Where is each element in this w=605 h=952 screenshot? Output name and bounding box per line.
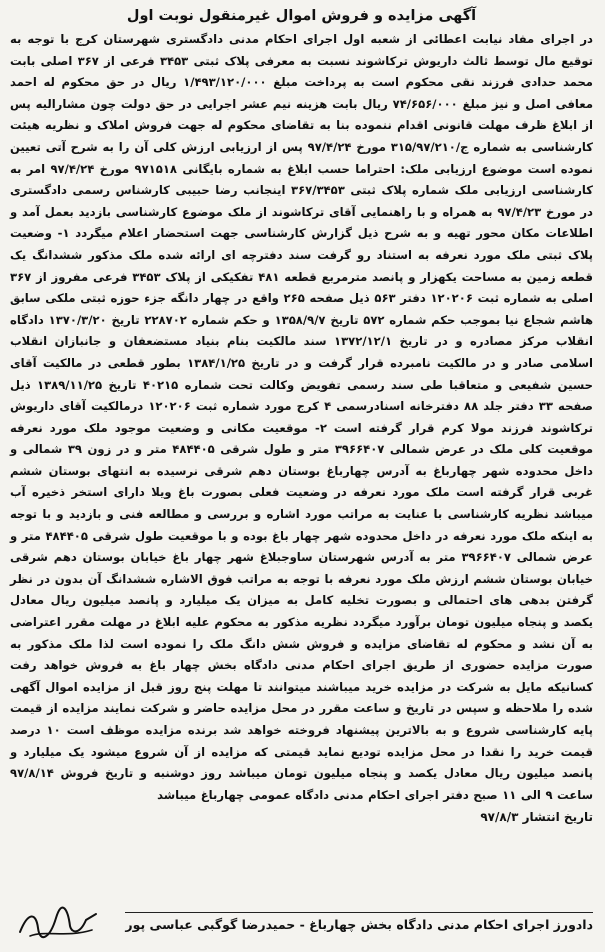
notice-footer bbox=[12, 904, 593, 942]
signer-line: دادورز اجرای احکام مدنی دادگاه بخش چهارباغ - حمیدرضا گوگبی عباسی پور bbox=[125, 912, 593, 935]
notice-title: آگهی مزایده و فروش اموال غیرمنقول نوبت اول bbox=[126, 8, 477, 24]
publish-date: تاریخ انتشار ۹۷/۸/۳ bbox=[480, 810, 593, 825]
notice-body: در اجرای مفاد نیابت اعطائی از شعبه اول اجرای احکام مدنی دادگستری شهرستان کرج با توجه به توقیع مال توسط ثالث داریوش ترکاشوند نسبت به معرفی پلاک ثبتی ۳۴۵۳ فرعی از ۳۶۷ اصلی بابت محمد حدادی فرزند نقی محکوم است به پرداخت مبلغ ۱/۴۹۳/۱۲۰/۰۰۰ ریال در حق محکوم له احمد معافی اصل و نیز مبلغ ۷۴/۶۵۶/۰۰۰ ریال بابت هزینه نیم عشر اجرایی در حق دولت چون مشارالیه پس از ابلاغ ظرف مهلت قانونی اقدام ننموده بنا به تقاضای محکوم له جهت فروش املاک و نظریه هیئت کارشناسی به شماره ج/۳۱۵/۹۷/۲۱۰ مورخ ۹۷/۴/۲۴ پس از ارزیابی ارزش کلی آن را به شرح آتی تعیین نموده است موضوع ارزیابی ملک: احتراما حسب ابلاغ به شماره بایگانی ۹۷۱۵۱۸ مورخ ۹۷/۴/۲۴ امر به کارشناسی ارزیابی ملک شماره پلاک ثبتی ۳۶۷/۳۴۵۳ اینجانب رضا حبیبی کارشناس رسمی دادگستری در مورخ ۹۷/۴/۲۳ به همراه و با راهنمایی آقای ترکاشوند از ملک موضوع کارشناسی بازدید بعمل آمد و اطلاعات مکان محور تهیه و به شرح ذیل گزارش کارشناسی جهت استحضار اعلام میگردد ۱- وضعیت پلاک ثبتی ملک مورد نعرفه به استناد رو گرفت سند دفترچه ای ارائه شده ملک مذکور ششدانگ یک قطعه زمین به مساحت یکهزار و پانصد مترمربع قطعه ۴۸۱ تفکیکی از پلاک ۳۴۵۳ فرعی مفروز از ۳۶۷ اصلی به شماره ثبت ۱۲۰۲۰۶ دفتر ۵۶۳ ذیل صفحه ۲۶۵ واقع در چهار دانگه جزء حوزه ثبتی ملکی سابق هاشم شجاع نیا بموجب حکم شماره ۵۷۲ تاریخ ۱۳۵۸/۹/۷ و حکم شماره ۲۲۸۷۰۲ تاریخ ۱۳۷۰/۳/۲۰ دادگاه انقلاب مرکز مصادره و در تاریخ ۱۳۷۲/۱۲/۱ سند مالکیت بنام بنیاد مستضعفان و جانبازان انقلاب اسلامی صادر و در مالکیت نامبرده قرار گرفت و در تاریخ ۱۳۸۴/۱/۲۵ بطور قطعی در مالکیت آقای حسین شفیعی و متعاقبا طی سند رسمی تفویض وکالت تحت شماره ۴۰۲۱۵ تاریخ ۱۳۸۹/۱۱/۲۵ ذیل صفحه ۳۳ دفتر جلد ۸۸ دفترخانه اسنادرسمی ۴ کرج مورد شماره ثبت ۱۲۰۲۰۶ درمالکیت آقای داریوش ترکاشوند فرزند مولا کرم قرار گرفته است ۲- موقعیت مکانی و وضعیت موجود ملک مورد نعرفه موقعیت کلی ملک در عرض شمالی ۳۹۶۶۴۰۷ متر و طول شرقی ۴۸۴۴۰۵ متر و در زون ۳۹ شمالی و داخل محدوده شهر چهارباغ به آدرس چهارباغ بوستان دهم شرقی نرسیده به انتهای بوستان ششم غربی قرار گرفته است ملک مورد نعرفه در وضعیت فعلی بصورت باغ ویلا دارای استخر ذخیره آب میباشد نظریه کارشناسی با عنایت به مراتب مورد اشاره و بررسی و مطالعه فنی و بازدید و با توجه به اینکه ملک مورد نعرفه در داخل محدوده شهر چهار باغ بوده و با موقعیت طول شرقی ۴۸۴۴۰۵ متر و عرض شمالی ۳۹۶۶۴۰۷ متر به آدرس شهرستان ساوجبلاغ شهر چهار باغ خیابان بوستان دهم شرقی خیابان بوستان ششم ارزش ملک مورد نعرفه با توجه به مراتب فوق الاشاره ششدانگ آن بدون در نظر گرفتن بدهی های احتمالی و بصورت تخلیه کامل به میزان یک میلیارد و پانصد میلیون ریال معادل یکصد و پنجاه میلیون تومان برآورد میگردد نظریه مذکور به محکوم علیه ابلاغ در مهلت مقرر اعتراضی به آن نشد و محکوم له تقاضای مزایده و فروش شش دانگ ملک را نموده است لذا ملک مذکور به صورت مزایده حضوری از طریق اجرای احکام مدنی دادگاه بخش چهار باغ به فروش خواهد رفت کسانیکه مایل به شرکت در مزایده خرید میباشند میتوانند تا مهلت پنج روز قبل از مزایده اموال آگهی شده را ملاحظه و سپس در تاریخ و ساعت مقرر در محل مزایده حاضر و شرکت نمایند مزایده از قیمت پایه کارشناسی شروع و به بالاترین پیشنهاد فروخته خواهد شد برنده مزایده موظف است ۱۰ درصد قیمت خرید را نقدا در محل مزایده تودیع نماید قیمتی که مزایده از آن شروع میشود یک میلیارد و پانصد میلیون ریال معادل یکصد و پنجاه میلیون تومان میباشد روز دوشنبه و تاریخ فروش ۹۷/۸/۱۴ ساعت ۹ الی ۱۱ صبح دفتر اجرای احکام مدنی دادگاه عمومی چهارباغ میباشد bbox=[10, 32, 594, 802]
signature-icon bbox=[16, 904, 102, 942]
